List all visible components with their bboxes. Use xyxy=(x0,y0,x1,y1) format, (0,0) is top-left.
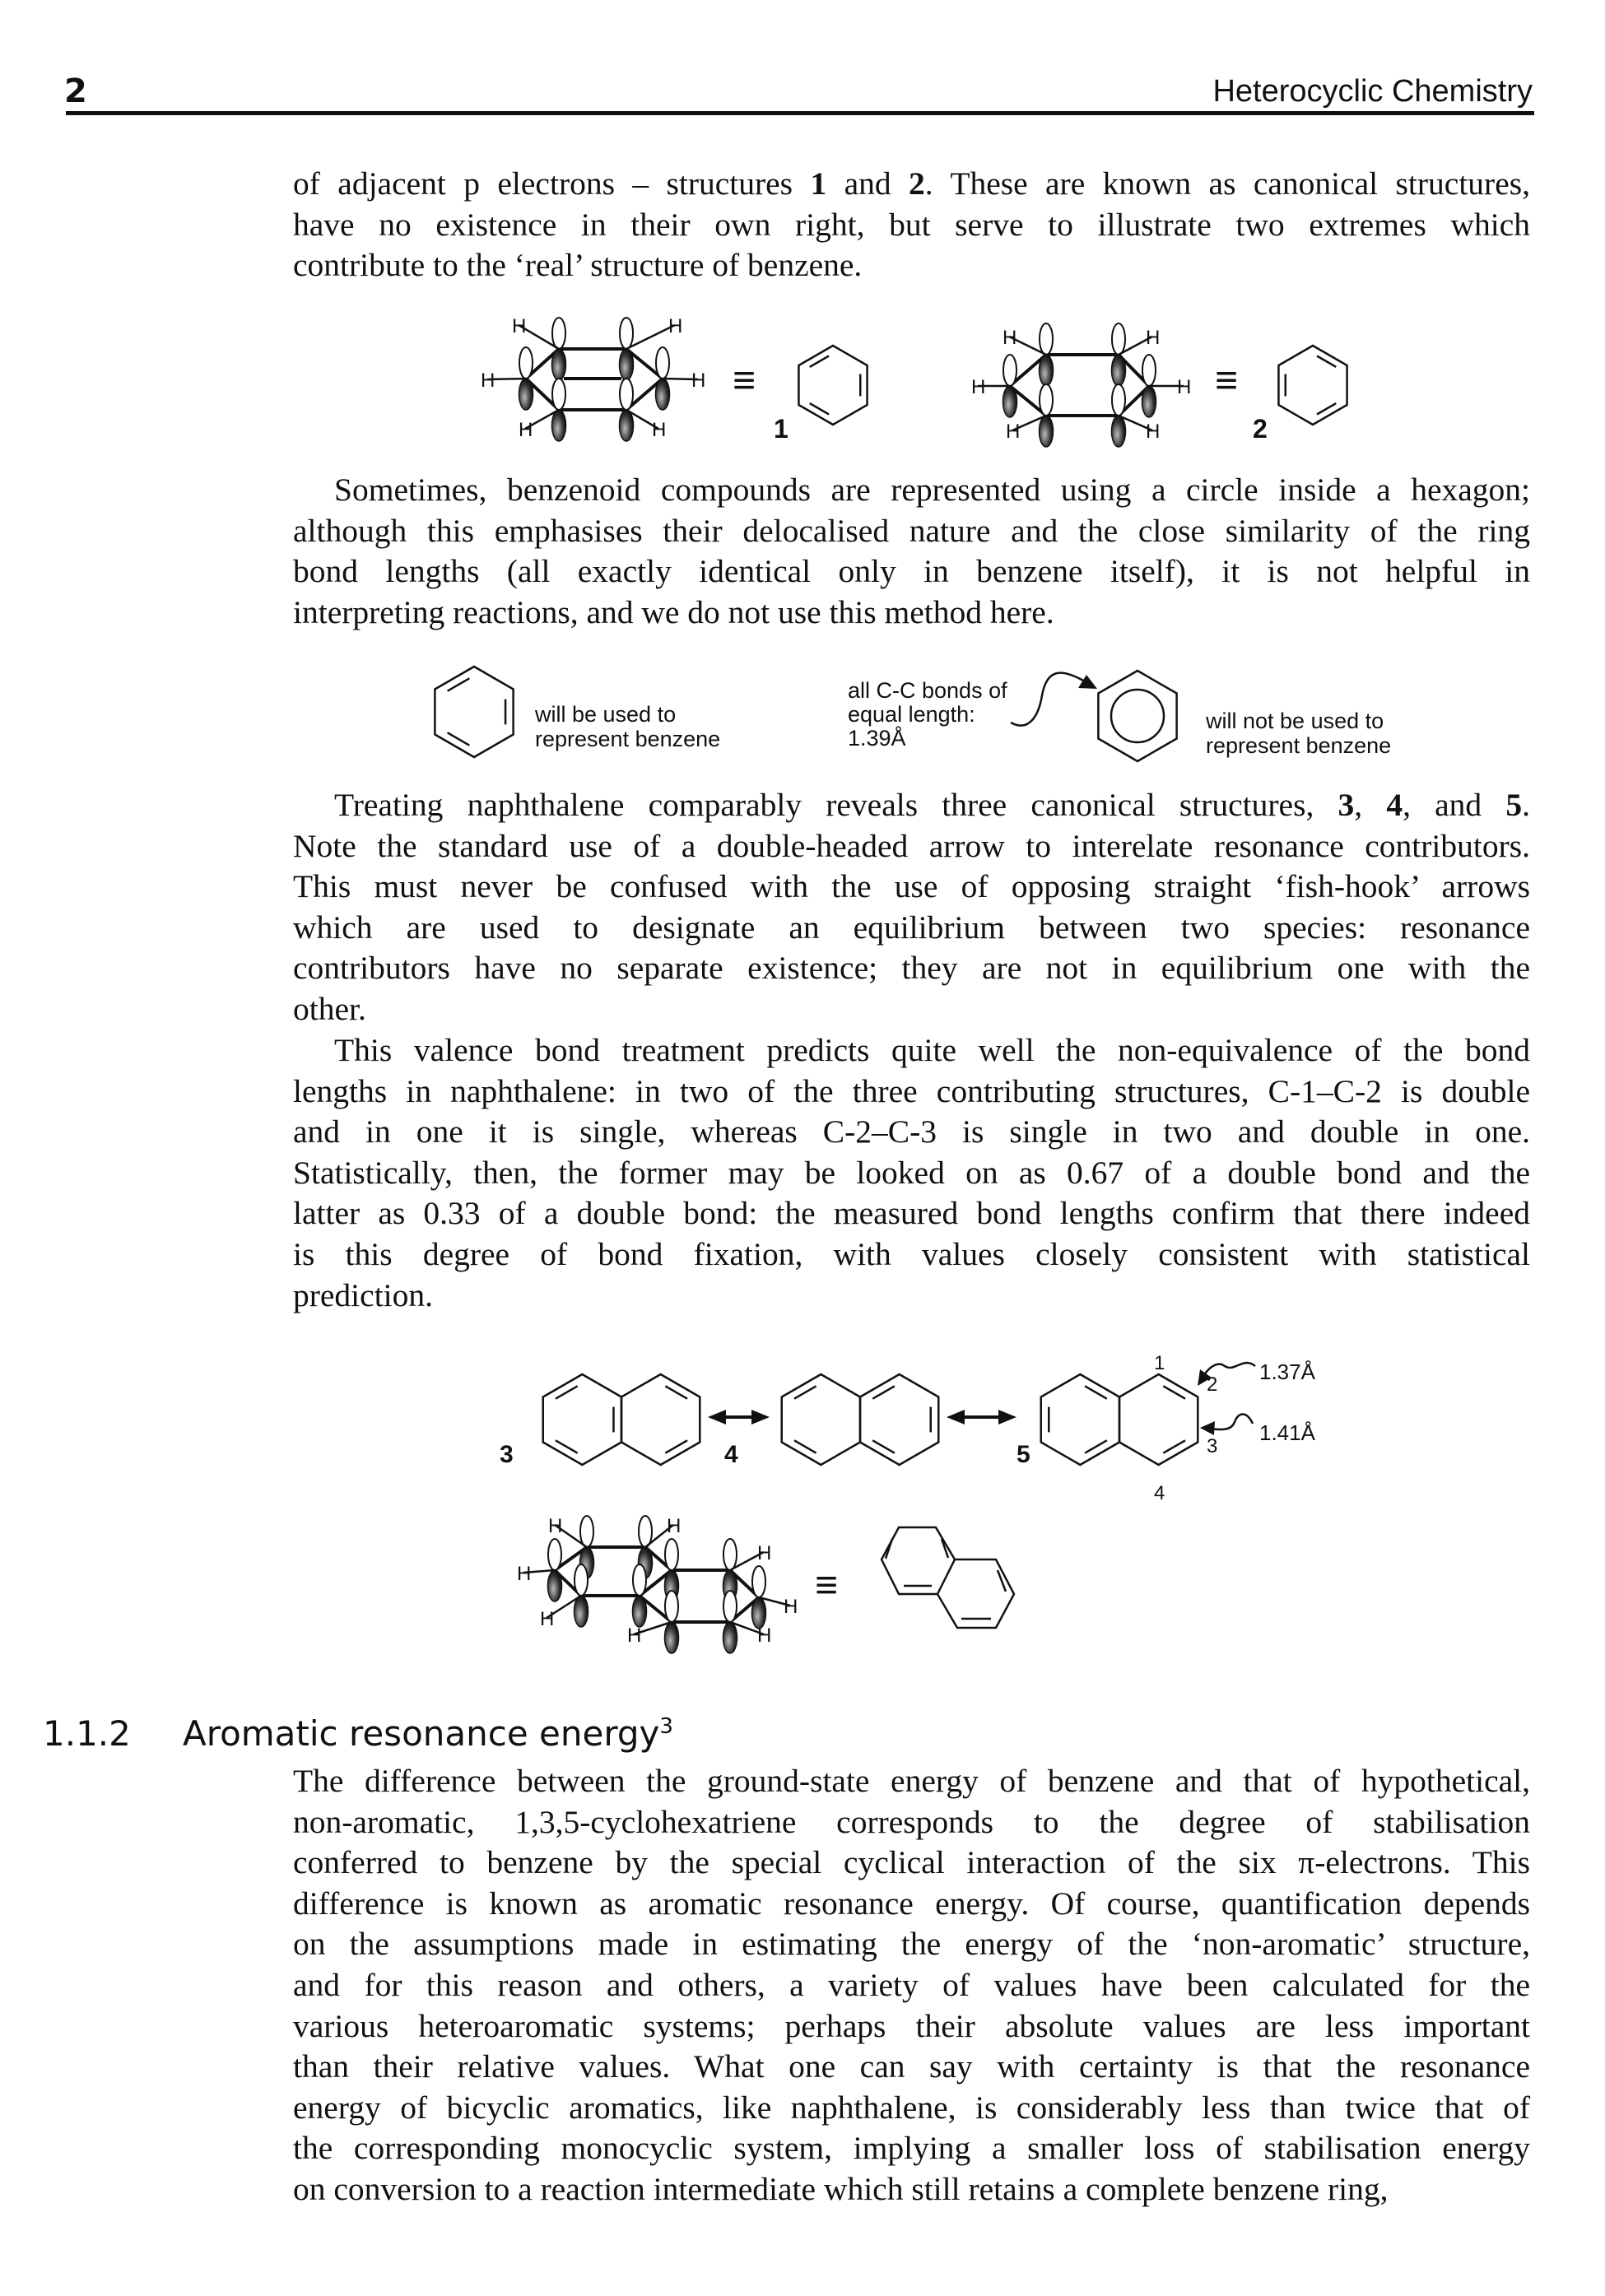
text-line: and in one it is single, whereas C-2–C-3 is single in two and double in one. xyxy=(293,1113,1530,1150)
p-orbital-lower-lobe xyxy=(552,349,566,380)
bond-note: all C-C bonds of xyxy=(848,678,1007,703)
equivalence-sign: ≡ xyxy=(1215,359,1239,402)
text-line: Statistically, then, the former may be looked on as 0.67 of a double bond and the xyxy=(293,1154,1530,1191)
position-label: 2 xyxy=(1207,1373,1218,1396)
hydrogen-label: H xyxy=(519,419,533,441)
text-line: This must never be confused with the use of opposing straight ‘fish-hook’ arrows xyxy=(293,868,1530,905)
text-line: is this degree of bond fixation, with values closely consistent with statistical xyxy=(293,1235,1530,1272)
p-orbital-upper-lobe xyxy=(1040,323,1053,355)
bond-length-label: 1.37Å xyxy=(1259,1359,1315,1384)
figure-naphthalene-resonance xyxy=(543,1363,1255,1465)
hydrogen-label: H xyxy=(481,369,495,392)
hydrogen-label: H xyxy=(540,1608,555,1630)
hexagon-ring xyxy=(782,1374,860,1465)
hexagon-ring xyxy=(621,1374,700,1465)
hexagon-ring xyxy=(798,346,867,425)
hydrogen-label: H xyxy=(627,1624,642,1647)
p-orbital-lower-lobe xyxy=(1142,386,1156,417)
caption-not-used: will not be used to xyxy=(1206,709,1384,733)
p-orbital-upper-lobe xyxy=(1003,355,1016,386)
p-orbital-lower-lobe xyxy=(519,379,533,410)
hydrogen-label: H xyxy=(667,1515,682,1537)
text-segment: , xyxy=(1354,787,1387,823)
p-orbital-upper-lobe xyxy=(580,1516,593,1547)
structure-label-4: 4 xyxy=(724,1441,738,1468)
hydrogen-label: H xyxy=(691,369,706,392)
equivalence-sign: ≡ xyxy=(733,359,756,402)
arrow-head xyxy=(708,1410,726,1425)
structure-label-3: 3 xyxy=(500,1441,514,1468)
running-title: Heterocyclic Chemistry xyxy=(1212,74,1533,109)
p-orbital-upper-lobe xyxy=(1112,323,1125,355)
text-line: various heteroaromatic systems; perhaps their absolute values are less important xyxy=(293,2007,1530,2044)
structure-number: 2 xyxy=(909,165,925,202)
p-orbital-upper-lobe xyxy=(519,347,533,379)
text-line: interpreting reactions, and we do not use this method here. xyxy=(293,593,1054,630)
structure-number: 5 xyxy=(1505,787,1523,823)
naphthalene-outline xyxy=(882,1527,1014,1628)
arrow-head xyxy=(1078,675,1097,689)
caption-not-used: represent benzene xyxy=(1206,733,1392,758)
p-orbital-lower-lobe xyxy=(575,1596,588,1627)
figure-naphthalene-orbitals xyxy=(517,1515,1014,1653)
hydrogen-label: H xyxy=(517,1563,532,1585)
text-line: have no existence in their own right, but serve to illustrate two extremes which xyxy=(293,206,1530,243)
p-orbital-upper-lobe xyxy=(723,1539,737,1570)
bond-line xyxy=(937,1559,955,1594)
hexagon-ring xyxy=(1278,346,1347,425)
text-line: Sometimes, benzenoid compounds are represented using a circle inside a hexagon; xyxy=(334,472,1530,508)
structure-number: 3 xyxy=(1338,787,1355,823)
curved-arrow xyxy=(1011,673,1085,726)
text-line: the corresponding monocyclic system, implying a smaller loss of stabilisation energy xyxy=(293,2130,1530,2167)
text-line: difference is known as aromatic resonance energy. Of course, quantification depends xyxy=(293,1885,1530,1922)
text-segment: and xyxy=(826,165,910,202)
p-orbital-upper-lobe xyxy=(633,1564,646,1596)
p-orbital-lower-lobe xyxy=(656,379,670,410)
text-line: conferred to benzene by the special cyclical interaction of the six π-electrons. This xyxy=(293,1844,1530,1881)
structure-number: 1 xyxy=(810,165,827,202)
p-orbital-lower-lobe xyxy=(723,1622,737,1653)
text-line: The difference between the ground-state energy of benzene and that of hypothetical, xyxy=(293,1763,1530,1799)
wavy-arrow xyxy=(1210,1414,1253,1429)
position-label: 4 xyxy=(1154,1482,1165,1504)
structure-number: 4 xyxy=(1386,787,1403,823)
p-orbital-upper-lobe xyxy=(1142,355,1156,386)
hydrogen-label: H xyxy=(548,1515,563,1537)
text-line: on the assumptions made in estimating the energy of the ‘non-aromatic’ structure, xyxy=(293,1926,1530,1963)
bond-note: 1.39Å xyxy=(848,726,906,751)
p-orbital-lower-lobe xyxy=(1112,416,1126,447)
text-segment: Treating naphthalene comparably reveals three canonical structures, xyxy=(334,787,1338,823)
hydrogen-label: H xyxy=(757,1542,772,1564)
p-orbital-upper-lobe xyxy=(620,318,633,349)
page-number: 2 xyxy=(64,72,87,110)
equivalence-sign: ≡ xyxy=(815,1564,839,1607)
text-line: than their relative values. What one can say with certainty is that the resonance xyxy=(293,2048,1530,2085)
text-segment: of adjacent p electrons – structures xyxy=(293,165,811,202)
section-number: 1.1.2 xyxy=(43,1713,131,1754)
p-orbital-upper-lobe xyxy=(723,1591,737,1622)
p-orbital-upper-lobe xyxy=(548,1539,561,1570)
text-line: which are used to designate an equilibrium between two species: resonance xyxy=(293,909,1530,946)
p-orbital-upper-lobe xyxy=(575,1564,588,1596)
p-orbital-upper-lobe xyxy=(552,379,565,410)
p-orbital-upper-lobe xyxy=(665,1591,678,1622)
text-line: bond lengths (all exactly identical only in benzene itself), it is not helpful in xyxy=(293,553,1530,590)
p-orbital-upper-lobe xyxy=(552,318,565,349)
hydrogen-label: H xyxy=(784,1596,798,1618)
hydrogen-label: H xyxy=(668,315,683,337)
hydrogen-label: H xyxy=(1006,421,1021,443)
text-line: This valence bond treatment predicts quite well the non-equivalence of the bond xyxy=(334,1032,1530,1068)
text-line: lengths in naphthalene: in two of the three contributing structures, C-1–C-2 is double xyxy=(293,1072,1530,1109)
arrow-head xyxy=(998,1410,1016,1425)
hydrogen-label: H xyxy=(1177,376,1192,398)
p-orbital-upper-lobe xyxy=(656,347,669,379)
p-orbital-upper-lobe xyxy=(1040,384,1053,416)
text-line: and for this reason and others, a variety of values have been calculated for the xyxy=(293,1966,1530,2003)
bond-length-label: 1.41Å xyxy=(1259,1420,1315,1445)
text-segment: . xyxy=(1522,787,1530,823)
text-line: non-aromatic, 1,3,5-cyclohexatriene corresponds to the degree of stabilisation xyxy=(293,1803,1530,1840)
hydrogen-label: H xyxy=(1003,327,1017,349)
text-line: energy of bicyclic aromatics, like naphthalene, is considerably less than twice that of xyxy=(293,2089,1530,2126)
hexagon-ring xyxy=(1098,671,1176,761)
text-segment: , and xyxy=(1403,787,1506,823)
hexagon-ring xyxy=(435,667,513,757)
hydrogen-label: H xyxy=(757,1624,772,1647)
text-segment: . These are known as canonical structures, xyxy=(924,165,1530,202)
text-line: contribute to the ‘real’ structure of benzene. xyxy=(293,247,863,284)
p-orbital-lower-lobe xyxy=(1040,416,1054,447)
text-line: although this emphasises their delocalised nature and the close similarity of the ring xyxy=(293,512,1530,549)
bond-note: equal length: xyxy=(848,702,975,727)
text-line: other. xyxy=(293,990,366,1027)
structure-label-5: 5 xyxy=(1016,1441,1030,1468)
p-orbital-lower-lobe xyxy=(665,1622,679,1653)
structure-label-1: 1 xyxy=(774,414,789,444)
p-orbital-upper-lobe xyxy=(665,1539,678,1570)
position-label: 1 xyxy=(1154,1352,1165,1374)
p-orbital-lower-lobe xyxy=(548,1570,562,1601)
p-orbital-lower-lobe xyxy=(620,349,634,380)
structure-label-2: 2 xyxy=(1253,414,1268,444)
hexagon-ring xyxy=(860,1374,938,1465)
caption-used: will be used to xyxy=(535,702,677,727)
caption-used: represent benzene xyxy=(535,727,721,751)
arrow-head xyxy=(1200,1421,1215,1435)
hydrogen-label: H xyxy=(1146,421,1161,443)
arrow-head xyxy=(947,1410,965,1425)
text-line: Note the standard use of a double-headed arrow to interelate resonance contributors. xyxy=(293,827,1530,864)
p-orbital-lower-lobe xyxy=(1040,355,1054,386)
section-title: Aromatic resonance energy xyxy=(183,1713,660,1754)
p-orbital-lower-lobe xyxy=(633,1596,647,1627)
p-orbital-lower-lobe xyxy=(620,410,634,441)
text-line: prediction. xyxy=(293,1276,434,1313)
hydrogen-label: H xyxy=(971,376,986,398)
double-bond-line xyxy=(998,1570,1006,1592)
hexagon-ring xyxy=(1041,1374,1119,1465)
p-orbital-upper-lobe xyxy=(1112,384,1125,416)
hydrogen-label: H xyxy=(1146,327,1161,349)
p-orbital-upper-lobe xyxy=(752,1566,765,1597)
hydrogen-label: H xyxy=(512,315,527,337)
p-orbital-lower-lobe xyxy=(1003,386,1017,417)
hexagon-ring xyxy=(543,1374,621,1465)
text-line: contributors have no separate existence; they are not in equilibrium one with the xyxy=(293,950,1530,987)
position-label: 3 xyxy=(1207,1435,1218,1457)
delocalisation-circle xyxy=(1111,690,1164,742)
hydrogen-label: H xyxy=(652,419,667,441)
text-line: latter as 0.33 of a double bond: the measured bond lengths confirm that there indeed xyxy=(293,1195,1530,1232)
reference-superscript: 3 xyxy=(659,1714,673,1739)
p-orbital-lower-lobe xyxy=(1112,355,1126,386)
text-line: on conversion to a reaction intermediate which still retains a complete benzene ring, xyxy=(293,2170,1389,2207)
p-orbital-upper-lobe xyxy=(620,379,633,410)
hexagon-ring xyxy=(1119,1374,1198,1465)
arrow-head xyxy=(751,1410,770,1425)
p-orbital-lower-lobe xyxy=(552,410,566,441)
